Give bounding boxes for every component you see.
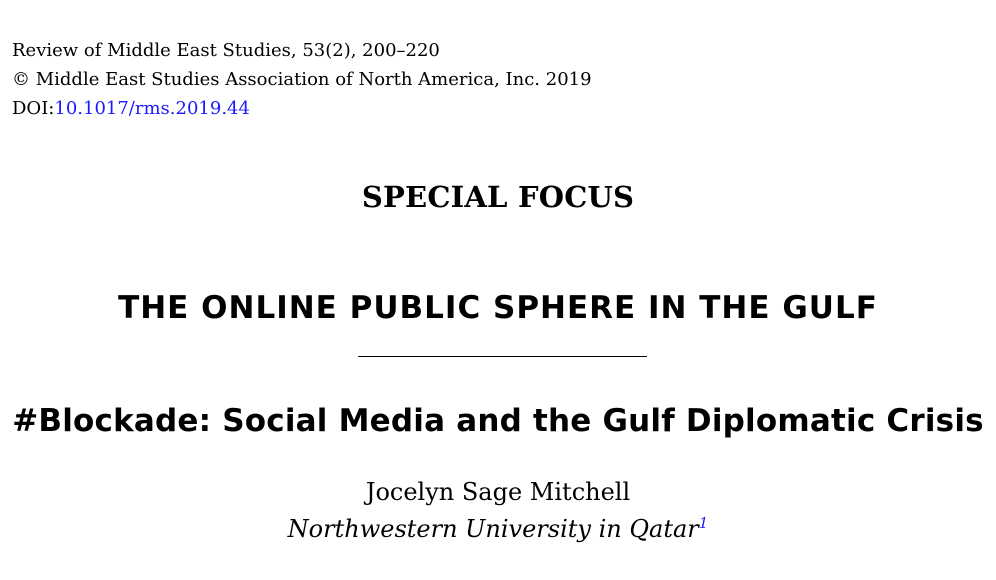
title-divider (358, 356, 647, 357)
author-affiliation (0, 515, 996, 543)
doi-label: DOI: (12, 98, 55, 119)
doi-line (12, 94, 592, 123)
article-title: #Blockade: Social Media and the Gulf Diplomatic Crisis (12, 403, 984, 439)
article-metadata (12, 36, 592, 123)
author-name: Jocelyn Sage Mitchell (365, 478, 631, 506)
affiliation-text: Northwestern University in Qatar (287, 515, 699, 543)
section-title: THE ONLINE PUBLIC SPHERE IN THE GULF (118, 290, 878, 326)
copyright-notice: © Middle East Studies Association of North America, Inc. 2019 (12, 69, 592, 90)
doi-link[interactable]: 10.1017/rms.2019.44 (54, 98, 250, 119)
journal-citation: Review of Middle East Studies, 53(2), 200–220 (12, 40, 440, 61)
section-label: SPECIAL FOCUS (361, 180, 635, 214)
footnote-link[interactable]: 1 (698, 514, 709, 532)
